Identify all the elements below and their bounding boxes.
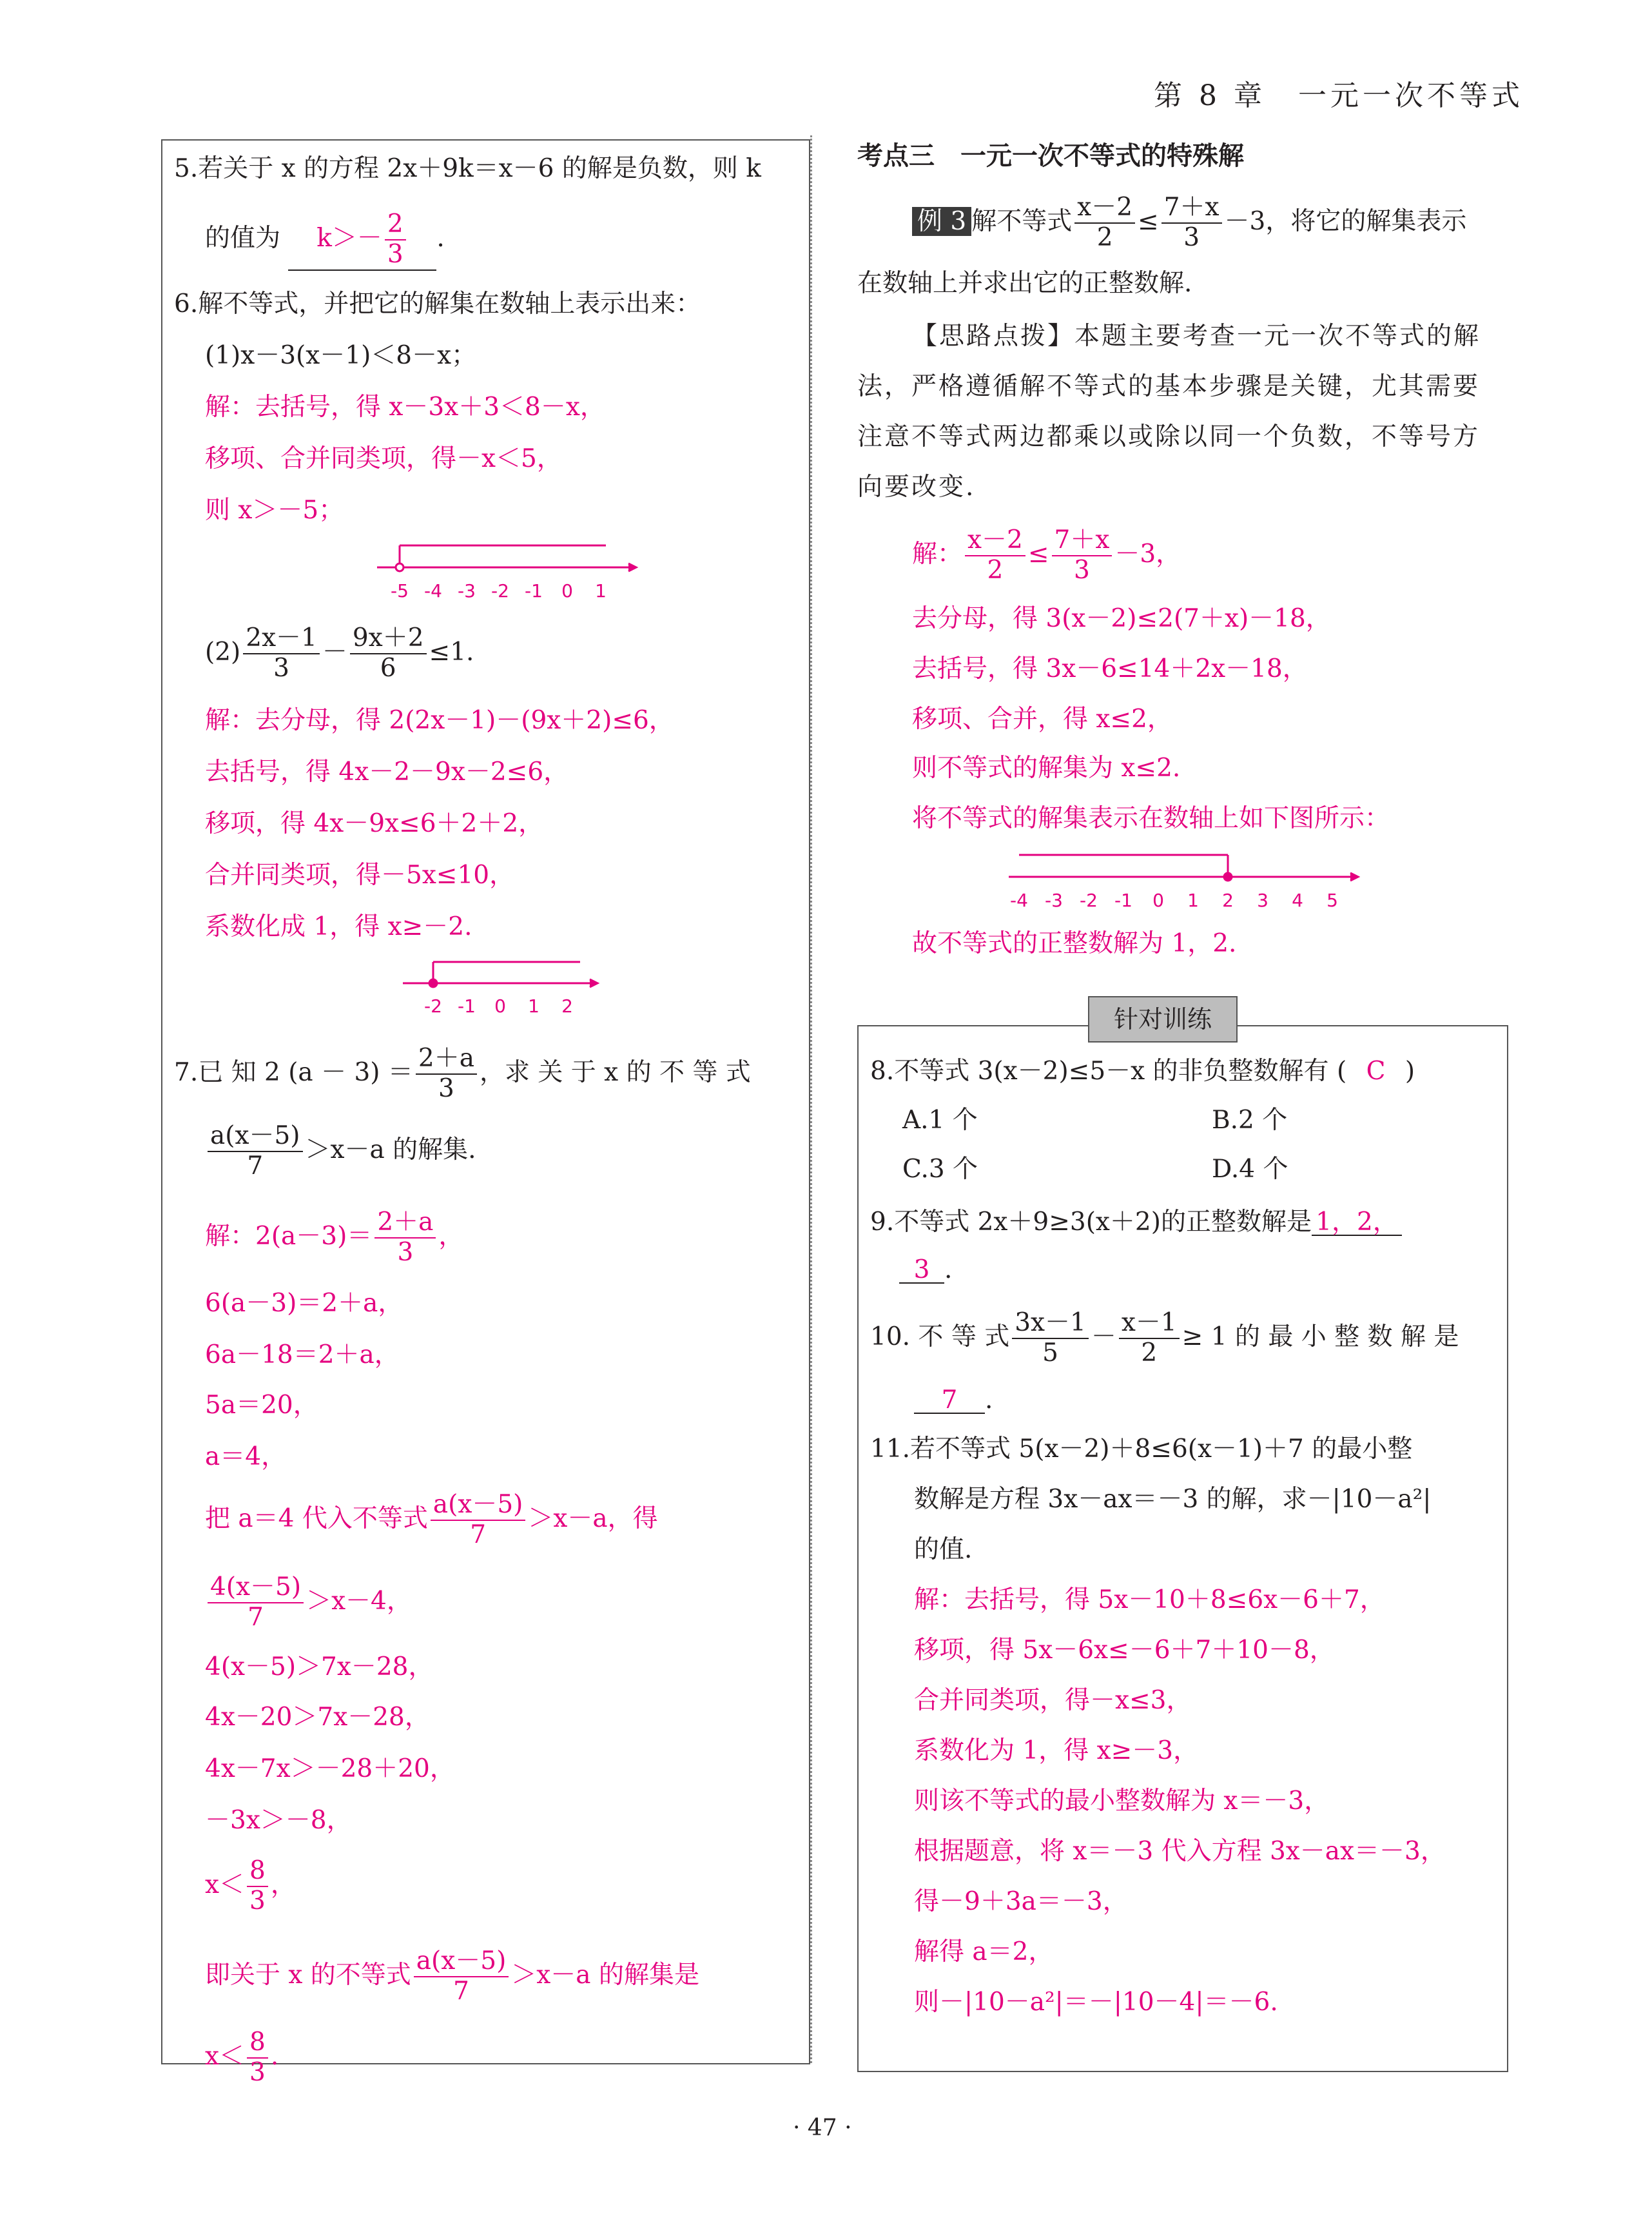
q11-sol-line4: 系数化为 1，得 x≥－3， [914,1736,1199,1765]
q5-line2: 的值为 k＞－ $\frac{2}{3}$ . [205,210,445,271]
nl3-tick-0: -4 [1010,890,1028,911]
q11-sol-line8: 解得 a＝2， [914,1937,1054,1966]
example-line1: 例 3 解不等式 $\frac{x-2}{2}$ ≤ $\frac{7+x}{3}$ －3，将它的解集表示 [912,193,1466,253]
q7-sol-line3: 6a－18＝2＋a， [205,1340,400,1369]
q9-answer-part1: 1，2， [1312,1209,1402,1236]
q8-option-c: C.3 个 [902,1155,978,1184]
q11-stem-line3: 的值. [914,1535,973,1564]
example-label: 例 3 [912,207,971,236]
q7-sol-line2: 6(a－3)＝2＋a， [205,1289,403,1318]
q7-sol-result2: x＜ $\frac{8}{3}$ . [205,2028,279,2087]
q11-sol-line7: 得－9＋3a＝－3， [914,1887,1128,1916]
example-sol-line4: 移项、合并，得 x≤2， [912,705,1172,734]
number-line-q6-1 [374,535,645,606]
q6-sol1-line2: 移项、合并同类项，得－x＜5， [205,444,562,473]
nl1-tick-4: -1 [525,580,543,602]
q8-option-b: B.2 个 [1212,1106,1288,1135]
nl1-tick-0: -5 [391,580,409,602]
q6-part2: (2) $\frac{2x-1}{3}$ － $\frac{9x+2}{6}$ ≤1. [205,623,474,683]
q9-answer-part2: 3 [899,1257,944,1284]
q11-sol-line3: 合并同类项，得－x≤3， [914,1686,1192,1715]
q7-line1: 7.已 知 2 (a － 3) ＝ $\frac{2+a}{3}$ ，求 关 于 x 的 不 等 式 [174,1044,751,1103]
q5-answer: k＞－ $\frac{2}{3}$ [288,210,436,271]
example-sol-line1: 解： $\frac{x-2}{2}$ ≤ $\frac{7+x}{3}$ －3， [912,525,1181,585]
q8-stem: 8.不等式 3(x－2)≤5－x 的非负整数解有 ( C ) [870,1057,1415,1086]
number-line-example [996,845,1370,916]
nl3-tick-8: 4 [1292,890,1303,911]
nl2-tick-3: 1 [528,995,539,1017]
nl1-tick-2: -3 [458,580,476,602]
q7-sol-line8: 4x－20＞7x－28， [205,1703,430,1732]
nl3-tick-3: -1 [1114,890,1132,911]
page-number: · 47 · [793,2115,852,2141]
example-sol-line6: 将不等式的解集表示在数轴上如下图所示： [912,804,1390,833]
q11-stem-line2: 数解是方程 3x－ax＝－3 的解，求－|10－a²| [914,1485,1432,1514]
q7-sol-line7: 4(x－5)＞7x－28， [205,1652,434,1681]
q11-sol-line2: 移项，得 5x－6x≤－6＋7＋10－8， [914,1636,1335,1665]
q7-sol-line1: 解：2(a－3)＝ $\frac{2+a}{3}$ ， [205,1208,464,1267]
nl1-tick-3: -2 [491,580,509,602]
nl1-tick-1: -4 [424,580,442,602]
q7-line2: $\frac{a(x-5)}{7}$ ＞x－a 的解集. [205,1122,476,1181]
training-badge: 针对训练 [1088,996,1238,1043]
q7-sol-line10: －3x＞－8， [205,1806,352,1835]
q7-sol-substitute: 把 a＝4 代入不等式 $\frac{a(x-5)}{7}$ ＞x－a，得 [205,1490,658,1549]
q6-sol2-line3: 移项，得 4x－9x≤6＋2＋2， [205,809,544,838]
q11-sol-line6: 根据题意，将 x＝－3 代入方程 3x－ax＝－3， [914,1837,1446,1866]
q6-part1: (1)x－3(x－1)＜8－x； [205,341,477,370]
q10-line2: 7 . [914,1387,993,1414]
example-sol-line3: 去括号，得 3x－6≤14＋2x－18， [912,654,1308,683]
q6-title: 6.解不等式，并把它的解集在数轴上表示出来： [174,289,701,318]
q6-sol2-line4: 合并同类项，得－5x≤10， [205,861,515,890]
q11-sol-line9: 则－|10－a²|＝－|10－4|＝－6. [914,1988,1278,2017]
chapter-header: 第 8 章 一元一次不等式 [1154,79,1524,112]
nl3-tick-4: 0 [1152,890,1164,911]
q6-sol1-line1: 解：去括号，得 x－3x＋3＜8－x， [205,393,605,422]
q7-sol-conclusion: 即关于 x 的不等式 $\frac{a(x-5)}{7}$ ＞x－a 的解集是 [205,1946,699,2006]
hint-line1: 【思路点拨】本题主要考查一元一次不等式的解 [912,322,1481,351]
q10-answer: 7 [914,1387,985,1414]
q7-sol-result1: x＜ $\frac{8}{3}$ ， [205,1856,296,1915]
q11-sol-line5: 则该不等式的最小整数解为 x＝－3， [914,1787,1330,1816]
example-sol-line2: 去分母，得 3(x－2)≤2(7＋x)－18， [912,604,1331,633]
q10-stem: 10. 不 等 式 $\frac{3x-1}{5}$ － $\frac{x-1}{2}$ ≥ 1 的 最 小 整 数 解 是 [870,1308,1459,1367]
nl2-tick-2: 0 [494,995,506,1017]
q8-answer: C [1366,1057,1386,1086]
nl3-tick-9: 5 [1326,890,1338,911]
q6-sol1-line3: 则 x＞－5； [205,496,344,525]
nl2-tick-0: -2 [424,995,442,1017]
q6-sol2-line1: 解：去分母，得 2(2x－1)－(9x＋2)≤6， [205,706,674,735]
column-divider [810,135,812,2063]
q9-stem: 9.不等式 2x＋9≥3(x＋2)的正整数解是 1，2， [870,1209,1402,1236]
q6-sol2-line2: 去括号，得 4x－2－9x－2≤6， [205,758,569,787]
number-line-q6-2 [400,948,606,1019]
q7-sol-line4: 5a＝20， [205,1391,318,1420]
nl1-tick-5: 0 [561,580,573,602]
q8-option-a: A.1 个 [902,1106,978,1135]
nl3-tick-6: 2 [1222,890,1234,911]
q9-line2: 3 . [899,1257,952,1284]
hint-line2: 法，严格遵循解不等式的基本步骤是关键，尤其需要 [857,372,1481,401]
example-sol-line5: 则不等式的解集为 x≤2. [912,754,1181,783]
example-sol-end: 故不等式的正整数解为 1，2. [912,929,1237,958]
q7-sol-line5: a＝4， [205,1442,287,1471]
nl2-tick-1: -1 [458,995,476,1017]
q5-line1: 5.若关于 x 的方程 2x＋9k＝x－6 的解是负数，则 k [174,154,761,183]
q8-option-d: D.4 个 [1212,1155,1288,1184]
q11-stem-line1: 11.若不等式 5(x－2)＋8≤6(x－1)＋7 的最小整 [870,1435,1413,1464]
q11-sol-line1: 解：去括号，得 5x－10＋8≤6x－6＋7， [914,1585,1385,1614]
nl2-tick-4: 2 [561,995,573,1017]
q7-sol-line9: 4x－7x＞－28＋20， [205,1754,455,1783]
nl3-tick-2: -2 [1080,890,1098,911]
q6-sol2-line5: 系数化成 1，得 x≥－2. [205,912,472,941]
hint-line4: 向要改变. [857,473,976,502]
hint-line3: 注意不等式两边都乘以或除以同一个负数，不等号方 [857,422,1481,451]
example-line2: 在数轴上并求出它的正整数解. [857,269,1192,298]
nl1-tick-6: 1 [595,580,607,602]
q7-sol-line6: $\frac{4(x-5)}{7}$ ＞x－4， [205,1573,412,1632]
nl3-tick-1: -3 [1045,890,1063,911]
section-title: 考点三 一元一次不等式的特殊解 [857,141,1244,171]
nl3-tick-7: 3 [1257,890,1268,911]
nl3-tick-5: 1 [1187,890,1199,911]
